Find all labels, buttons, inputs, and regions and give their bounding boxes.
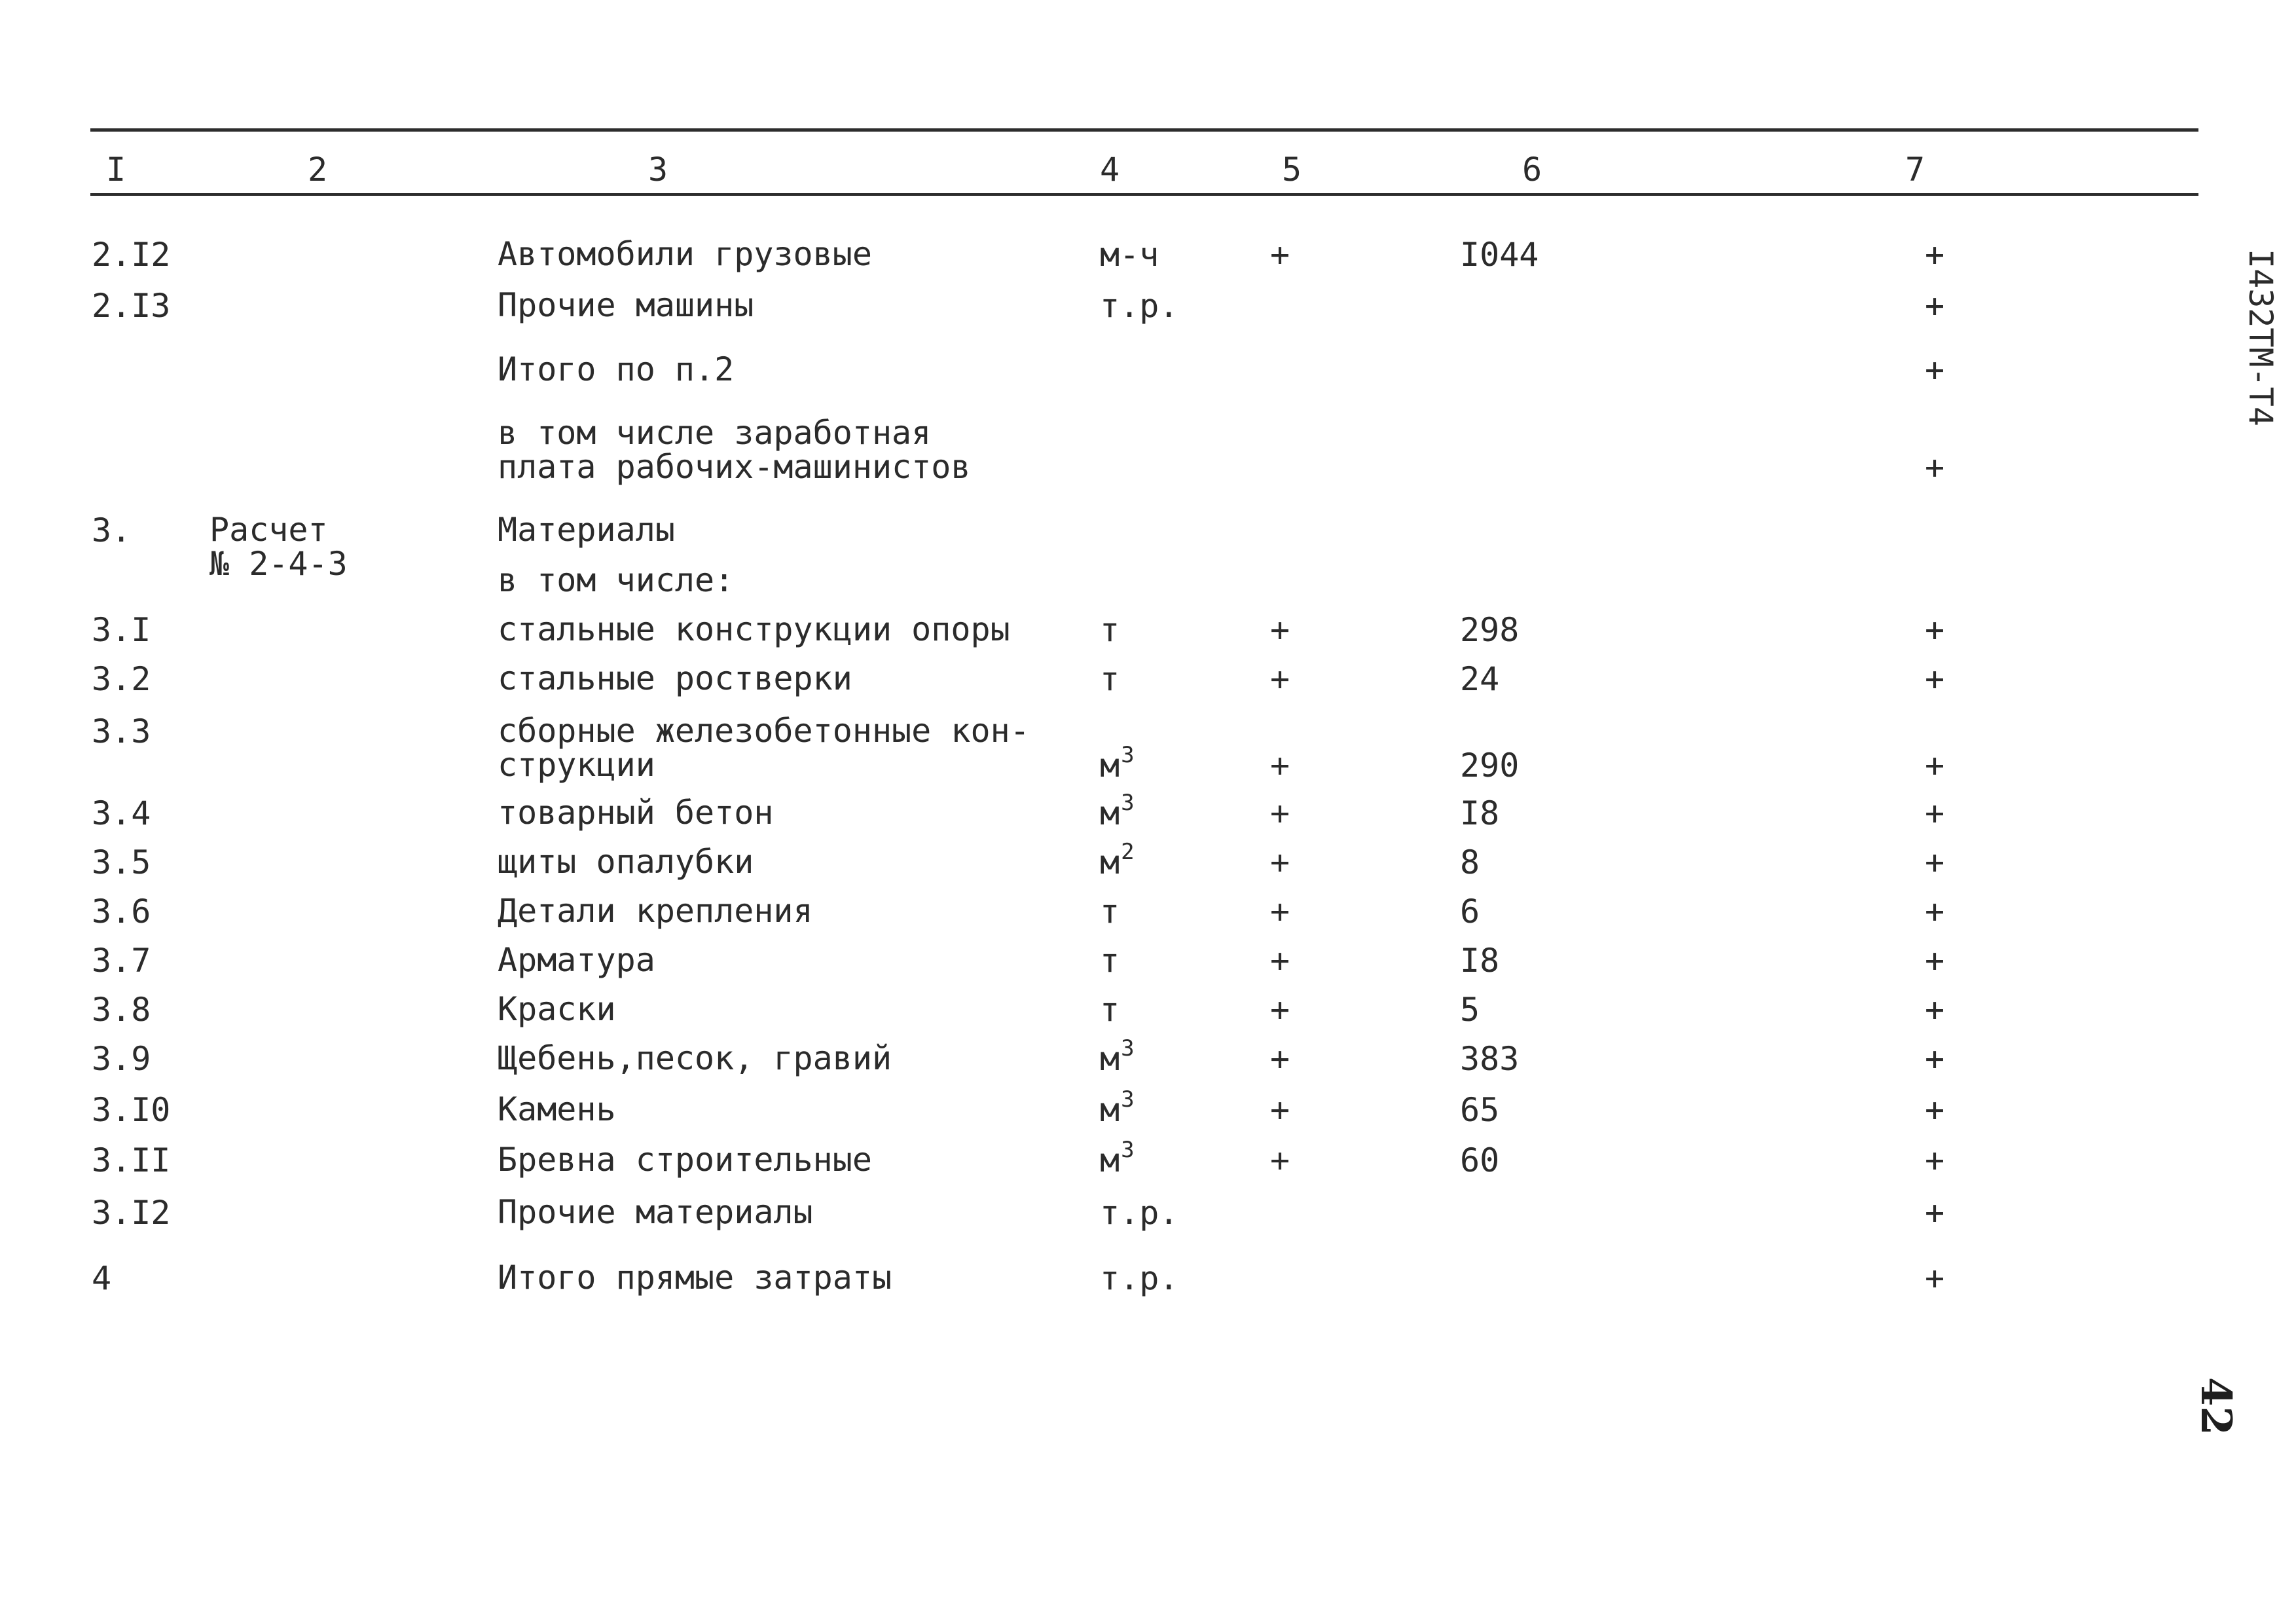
row-mark: + bbox=[1270, 893, 1290, 931]
row-description: Арматура bbox=[498, 941, 655, 979]
unit-exponent: 3 bbox=[1121, 790, 1135, 816]
column-header-2: 2 bbox=[308, 151, 328, 189]
row-description: щиты опалубки bbox=[498, 843, 754, 881]
row-quantity: I8 bbox=[1460, 794, 1500, 832]
row-quantity: 24 bbox=[1460, 660, 1500, 698]
row-description: Прочие материалы bbox=[498, 1193, 813, 1231]
row-cost-mark: + bbox=[1925, 287, 1945, 325]
row-description: Материалы bbox=[498, 511, 675, 549]
column-header-1: I bbox=[106, 151, 126, 189]
row-mark: + bbox=[1270, 236, 1290, 274]
row-cost-mark: + bbox=[1925, 449, 1945, 487]
row-mark: + bbox=[1270, 660, 1290, 698]
row-unit bbox=[1100, 790, 1135, 832]
row-description: стальные ростверки bbox=[498, 659, 852, 697]
unit-base: м bbox=[1100, 1040, 1120, 1078]
row-unit bbox=[1100, 1261, 1180, 1296]
row-cost-mark: + bbox=[1925, 1091, 1945, 1129]
row-description: в том числе заработная плата рабочих-машинистов bbox=[498, 414, 971, 486]
row-number: 2.I2 bbox=[92, 236, 171, 274]
unit-base: м-ч bbox=[1100, 236, 1159, 274]
row-number: 3.7 bbox=[92, 942, 151, 980]
row-cost-mark: + bbox=[1925, 747, 1945, 784]
row-unit bbox=[1100, 894, 1121, 929]
unit-base: т bbox=[1100, 991, 1120, 1029]
row-cost-mark: + bbox=[1925, 611, 1945, 649]
unit-base: т bbox=[1100, 893, 1120, 931]
column-header-4: 4 bbox=[1100, 151, 1120, 189]
row-cost-mark: + bbox=[1925, 843, 1945, 881]
row-quantity: I044 bbox=[1460, 236, 1539, 274]
row-description: в том числе: bbox=[498, 561, 735, 599]
row-unit bbox=[1100, 513, 1101, 548]
row-mark: + bbox=[1270, 1040, 1290, 1078]
unit-exponent: 2 bbox=[1121, 839, 1135, 865]
row-cost-mark: + bbox=[1925, 660, 1945, 698]
unit-exponent: 3 bbox=[1121, 742, 1135, 768]
row-description: Итого по п.2 bbox=[498, 350, 735, 388]
unit-exponent: 3 bbox=[1121, 1137, 1135, 1163]
row-reference: Расчет № 2-4-3 bbox=[210, 511, 348, 583]
row-description: Автомобили грузовые bbox=[498, 235, 872, 273]
row-unit bbox=[1100, 1137, 1135, 1179]
unit-exponent: 3 bbox=[1121, 1035, 1135, 1061]
row-number: 3.4 bbox=[92, 794, 151, 832]
row-number: 3.6 bbox=[92, 893, 151, 931]
row-number: 3.8 bbox=[92, 991, 151, 1029]
unit-base: м bbox=[1100, 794, 1120, 832]
table-header-rule bbox=[90, 193, 2198, 196]
table-top-rule bbox=[90, 128, 2198, 132]
row-unit bbox=[1100, 943, 1121, 978]
row-description: стальные конструкции опоры bbox=[498, 610, 1010, 648]
row-cost-mark: + bbox=[1925, 1141, 1945, 1179]
row-description: Бревна строительные bbox=[498, 1141, 872, 1179]
row-description: Камень bbox=[498, 1090, 616, 1128]
row-unit bbox=[1100, 992, 1121, 1027]
row-cost-mark: + bbox=[1925, 893, 1945, 931]
column-header-3: 3 bbox=[648, 151, 668, 189]
row-number: 2.I3 bbox=[92, 287, 171, 325]
row-cost-mark: + bbox=[1925, 351, 1945, 389]
unit-base: т.р. bbox=[1100, 1259, 1179, 1297]
row-mark: + bbox=[1270, 794, 1290, 832]
row-description: Детали крепления bbox=[498, 892, 813, 930]
row-cost-mark: + bbox=[1925, 794, 1945, 832]
row-cost-mark: + bbox=[1925, 991, 1945, 1029]
row-unit bbox=[1100, 742, 1135, 784]
unit-base: т.р. bbox=[1100, 1194, 1179, 1232]
row-quantity: 5 bbox=[1460, 991, 1480, 1029]
document-code: I432ТМ-Т4 bbox=[2242, 249, 2280, 426]
unit-base: м bbox=[1100, 1091, 1120, 1129]
row-cost-mark: + bbox=[1925, 1040, 1945, 1078]
row-quantity: 290 bbox=[1460, 747, 1520, 784]
row-mark: + bbox=[1270, 747, 1290, 784]
row-mark: + bbox=[1270, 843, 1290, 881]
row-number: 4 bbox=[92, 1259, 112, 1297]
row-mark: + bbox=[1270, 1141, 1290, 1179]
row-number: 3.9 bbox=[92, 1040, 151, 1078]
row-description: Прочие машины bbox=[498, 286, 754, 324]
row-unit bbox=[1100, 352, 1101, 388]
row-unit bbox=[1100, 563, 1101, 599]
row-quantity: 8 bbox=[1460, 843, 1480, 881]
row-unit bbox=[1100, 661, 1121, 697]
row-unit bbox=[1100, 416, 1101, 451]
unit-base: т.р. bbox=[1100, 287, 1179, 325]
row-cost-mark: + bbox=[1925, 1194, 1945, 1232]
row-cost-mark: + bbox=[1925, 942, 1945, 980]
column-header-7: 7 bbox=[1905, 151, 1925, 189]
unit-base: т bbox=[1100, 660, 1120, 698]
unit-base: м bbox=[1100, 747, 1120, 784]
row-number: 3.II bbox=[92, 1141, 171, 1179]
row-number: 3.I0 bbox=[92, 1091, 171, 1129]
row-description: сборные железобетонные кон- струкции bbox=[498, 712, 1030, 784]
row-number: 3.5 bbox=[92, 843, 151, 881]
column-header-5: 5 bbox=[1282, 151, 1302, 189]
row-description: Краски bbox=[498, 990, 616, 1028]
row-number: 3.I2 bbox=[92, 1194, 171, 1232]
unit-exponent: 3 bbox=[1121, 1086, 1135, 1113]
row-quantity: 65 bbox=[1460, 1091, 1500, 1129]
row-mark: + bbox=[1270, 611, 1290, 649]
row-cost-mark: + bbox=[1925, 1259, 1945, 1297]
row-unit bbox=[1100, 237, 1160, 272]
row-description: товарный бетон bbox=[498, 794, 774, 832]
row-unit bbox=[1100, 1035, 1135, 1078]
row-number: 3.2 bbox=[92, 660, 151, 698]
row-unit bbox=[1100, 1195, 1180, 1230]
row-number: 3.I bbox=[92, 611, 151, 649]
row-quantity: I8 bbox=[1460, 942, 1500, 980]
row-unit bbox=[1100, 288, 1180, 323]
row-description: Итого прямые затраты bbox=[498, 1259, 892, 1297]
row-number: 3. bbox=[92, 511, 132, 549]
row-unit bbox=[1100, 1086, 1135, 1129]
row-unit bbox=[1100, 612, 1121, 648]
row-cost-mark: + bbox=[1925, 236, 1945, 274]
row-quantity: 383 bbox=[1460, 1040, 1520, 1078]
unit-base: м bbox=[1100, 1141, 1120, 1179]
row-quantity: 298 bbox=[1460, 611, 1520, 649]
row-mark: + bbox=[1270, 942, 1290, 980]
unit-base: т bbox=[1100, 942, 1120, 980]
row-mark: + bbox=[1270, 1091, 1290, 1129]
unit-base: м bbox=[1100, 843, 1120, 881]
unit-base: т bbox=[1100, 611, 1120, 649]
page-number: 42 bbox=[2191, 1376, 2241, 1436]
row-quantity: 60 bbox=[1460, 1141, 1500, 1179]
row-description: Щебень,песок, гравий bbox=[498, 1039, 892, 1077]
row-number: 3.3 bbox=[92, 712, 151, 750]
row-mark: + bbox=[1270, 991, 1290, 1029]
row-quantity: 6 bbox=[1460, 893, 1480, 931]
row-unit bbox=[1100, 839, 1135, 881]
column-header-6: 6 bbox=[1522, 151, 1542, 189]
